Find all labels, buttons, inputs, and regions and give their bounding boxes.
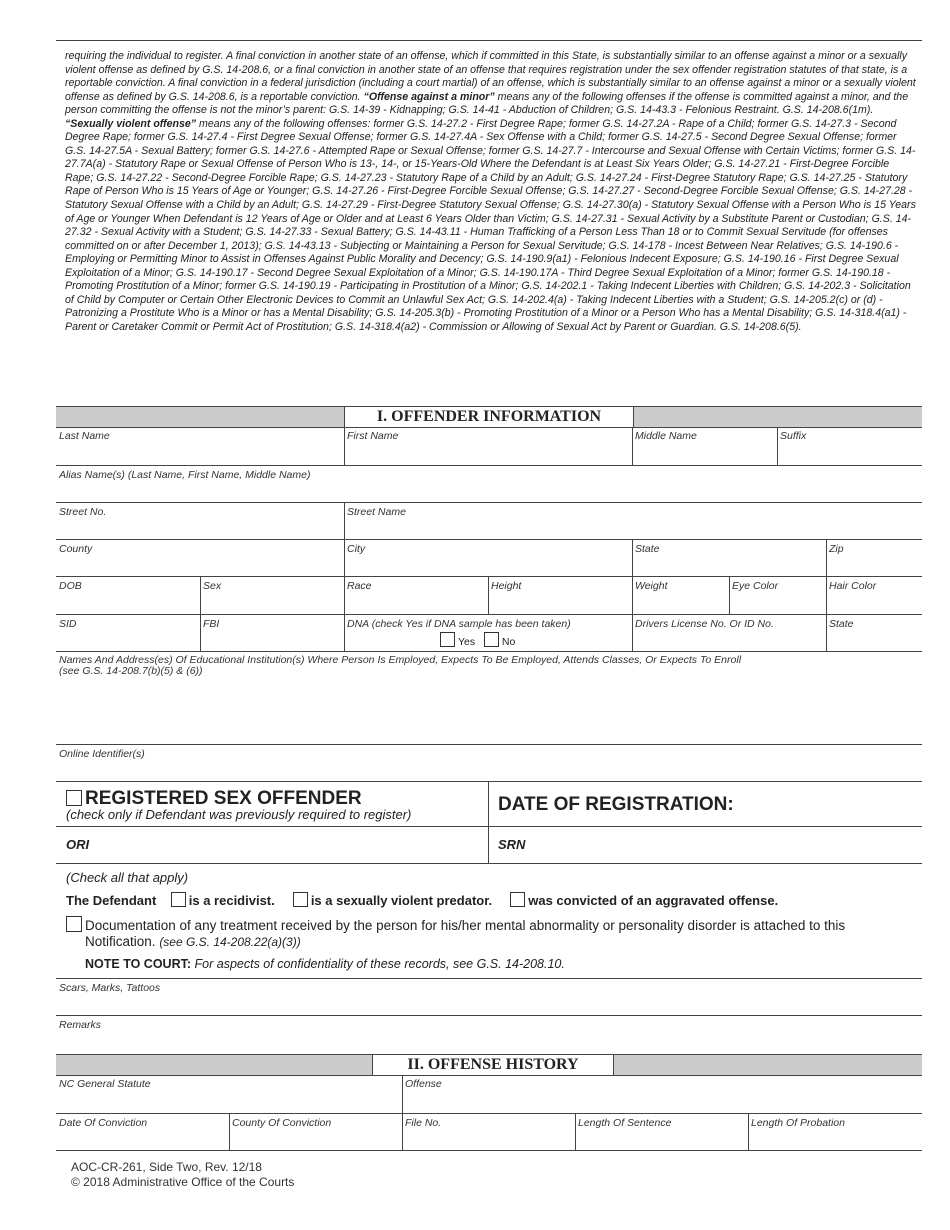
statute-definitions: requiring the individual to register. A final conviction in another state of an offense, which if committed in this State, is substantially similar to an offense against a minor or a sexually violent offense as defined by G.S. 14-208.6, or a final conviction in another state of an offense that requires registration under the sex offender registration statutes of that state, is a reportable conviction. A final conviction in a federal jurisdiction (including a court martial) of an offense, which is substantially similar to an offense against a minor or a sexually violent offense as defined by G.S. 14-208.6, is a reportable conviction. “Offense against a minor” means any of the following offenses if the offense is committed against a minor, and the person committing the offense is not the minor’s parent: G.S. 14-39 - Kidnapping; G.S. 14-41 - Abduction of Children; G.S. 14-43.3 - Felonious Restraint. G.S. 14-208.6(1m). “Sexually violent offense” means any of the following offenses: former G.S. 14-27.2 - First Degree Rape; former G.S. 14-27.2A - Rape of a Child; former G.S. 14-27.3 - Second Degree Rape; former G.S. 14-27.4 - First Degree Sexual Offense; former G.S. 14-27.4A - Sex Offense with a Child; former G.S. 14-27.5 - Second Degree Sexual Offense; former G.S. 14-27.5A - Sexual Battery; former G.S. 14-27.6 - Attempted Rape or Sexual Offense; former G.S. 14-27.7 - Intercourse and Sexual Offense with Certain Victims; former G.S. 14-27.7A(a) - Statutory Rape or Sexual Offense of Person Who is 13-, 14-, or 15-Years-Old Where the Defendant is at Least Six Years Older; G.S. 14-27.21 - First-Degree Forcible Rape; G.S. 14-27.22 - Second-Degree Forcible Rape; G.S. 14-27.23 - Statutory Rape of a Child by an Adult; G.S. 14-27.24 - First-Degree Statutory Rape; G.S. 14-27.25 - Statutory Rape of Person Who is 15 Years of Age or Younger; G.S. 14-27.26 - First-Degree Forcible Sexual Offense; G.S. 14-27.27 - Second-Degree Forcible Sexual Offense; G.S. 14-27.28 - Statutory Sexual Offense with a Child by an Adult; G.S. 14-27.29 - First-Degree Statutory Sexual Offense; G.S. 14-27.30(a) - Statutory Sexual Offense with a Person Who is 15 Years of Age or Younger When Defendant is 12 Years of Age or Older and at Least 6 Years Older than Victim; G.S. 14-27.31 - Sexual Activity by a Substitute Parent or Custodian; G.S. 14-27.32 - Sexual Activity with a Student; G.S. 14-27.33 - Sexual Battery; G.S. 14-43.11 - Human Trafficking of a Person Less Than 18 or to Commit Sexual Servitude (for offenses committed on or after December 1, 2013); G.S. 14-43.13 - Subjecting or Maintaining a Person for Sexual Servitude; G.S. 14-178 - Incest Between Near Relatives; G.S. 14-190.6 - Employing or Permitting Minor to Assist in Offenses Against Public Morality and Decency; G.S. 14-190.9(a1) - Felonious Indecent Exposure; G.S. 14-190.16 - First Degree Sexual Exploitation of a Minor; G.S. 14-190.17 - Second Degree Sexual Exploitation of a Minor; G.S. 14-190.17A - Third Degree Sexual Exploitation of a Minor; former G.S. 14-190.18 - Promoting Prostitution of a Minor; former G.S. 14-190.19 - Participating in Prostitution of a Minor; G.S. 14-202.1 - Taking Indecent Liberties with Children; G.S. 14-202.3 - Solicitation of Child by Computer or Certain Other Electronic Devices to Commit an Unlawful Sex Act; G.S. 14-202.4(a) - Taking Indecent Liberties with a Student; G.S. 14-205.2(c) or (d) - Patronizing a Prostitute Who is a Minor or has a Mental Disability; G.S. 14-205.3(b) - Promoting Prostitution of a Minor or a Person Who has a Mental Disability; G.S. 14-318.4(a1) - Parent or Caretaker Commit or Permit Act of Prostitution; G.S. 14-318.4(a2) - Commission or Allowing of Sexual Act by Parent or Guardian. G.S. 14-208.6(5). [65,50,916,333]
street-name-field[interactable]: Street Name [347,506,406,518]
dna-yes-checkbox[interactable] [440,632,455,647]
dob-field[interactable]: DOB [56,577,201,614]
middle-name-field[interactable]: Middle Name [632,427,778,465]
first-name-field[interactable]: First Name [344,427,633,465]
documentation-checkbox[interactable] [66,916,82,932]
drivers-license-field[interactable]: Drivers License No. Or ID No. [632,615,827,651]
documentation-cite: (see G.S. 14-208.22(a)(3)) [159,935,301,949]
rso-subtitle: (check only if Defendant was previously required to register) [66,807,412,822]
alias-row[interactable]: Alias Name(s) (Last Name, First Name, Middle Name) [56,466,922,503]
id-row [56,615,922,652]
weight-field[interactable]: Weight [632,577,730,614]
aggravated-offense-checkbox[interactable] [510,892,525,907]
rso-checkbox[interactable] [66,790,82,806]
documentation-text-1: Documentation of any treatment received by the person for his/her mental abnormality or personality disorder is attached to this [85,918,846,933]
dl-state-field[interactable]: State [829,618,854,630]
fbi-field[interactable]: FBI [200,615,345,651]
county-field[interactable]: County [56,540,345,576]
dna-no-label: No [501,636,516,648]
rso-cell [56,782,489,826]
dna-no-checkbox[interactable] [484,632,499,647]
physical-row [56,577,922,615]
suffix-field[interactable]: Suffix [780,430,807,442]
sentence-field[interactable]: Length Of Sentence [575,1114,749,1150]
rso-title: REGISTERED SEX OFFENDER [85,788,362,809]
copyright: © 2018 Administrative Office of the Courts [71,1175,295,1189]
scars-row[interactable]: Scars, Marks, Tattoos [56,979,922,1016]
recidivist-label: is a recidivist. [188,893,275,908]
eye-color-field[interactable]: Eye Color [729,577,827,614]
recidivist-checkbox[interactable] [171,892,186,907]
dna-yes-label: Yes [458,636,476,648]
check-all-note: (Check all that apply) [66,870,189,885]
sex-field[interactable]: Sex [200,577,345,614]
file-no-field[interactable]: File No. [402,1114,576,1150]
county-row [56,540,922,577]
education-row[interactable] [56,652,922,745]
last-name-field[interactable]: Last Name [56,427,345,465]
offense-field[interactable]: Offense [405,1078,442,1090]
note-label: NOTE TO COURT: [85,957,192,971]
violent-predator-label: is a sexually violent predator. [310,893,493,908]
date-title: DATE OF REGISTRATION: [498,794,734,815]
note-text: For aspects of confidentiality of these records, see G.S. 14-208.10. [194,957,565,971]
registration-row [56,782,922,827]
defendant-findings [56,864,922,979]
nc-statute-field[interactable]: NC General Statute [56,1075,403,1113]
srn-field[interactable]: SRN [498,837,526,852]
hair-color-field[interactable]: Hair Color [829,580,877,592]
race-field[interactable]: Race [344,577,489,614]
top-rule [56,40,922,41]
aggravated-offense-label: was convicted of an aggravated offense. [528,893,779,908]
dna-field: DNA (check Yes if DNA sample has been taken) Yes No [344,615,633,651]
ori-field[interactable]: ORI [56,827,489,863]
county-conviction-field[interactable]: County Of Conviction [229,1114,403,1150]
probation-field[interactable]: Length Of Probation [751,1117,845,1129]
city-field[interactable]: City [344,540,633,576]
defendant-label: The Defendant [66,893,157,908]
date-conviction-field[interactable]: Date Of Conviction [56,1114,230,1150]
section-offender-info-header [56,406,922,428]
section-offense-history-header [56,1054,922,1076]
remarks-row[interactable]: Remarks [59,1019,102,1031]
conviction-row [56,1114,922,1151]
zip-field[interactable]: Zip [829,543,844,555]
education-label: Names And Address(es) Of Educational Institution(s) Where Person Is Employed, Expects To Be Employed, Attends Classes, Or Expects To Enroll (see G.S. 14-208.7(b)(5) & (6)) [59,654,742,677]
documentation-text-2: Notification. [85,934,156,949]
state-field[interactable]: State [632,540,827,576]
violent-predator-checkbox[interactable] [293,892,308,907]
street-row [56,503,922,540]
form-number: AOC-CR-261, Side Two, Rev. 12/18 [71,1160,262,1174]
names-row [56,427,922,466]
online-identifier-row[interactable]: Online Identifier(s) [56,745,922,782]
offense-row [56,1075,922,1114]
street-no-field[interactable]: Street No. [56,503,345,539]
date-of-registration-field[interactable] [488,782,922,826]
height-field[interactable]: Height [488,577,633,614]
section-title-2: II. OFFENSE HISTORY [372,1054,614,1075]
ori-srn-row [56,827,922,864]
section-title: I. OFFENDER INFORMATION [344,406,634,427]
sid-field[interactable]: SID [56,615,201,651]
